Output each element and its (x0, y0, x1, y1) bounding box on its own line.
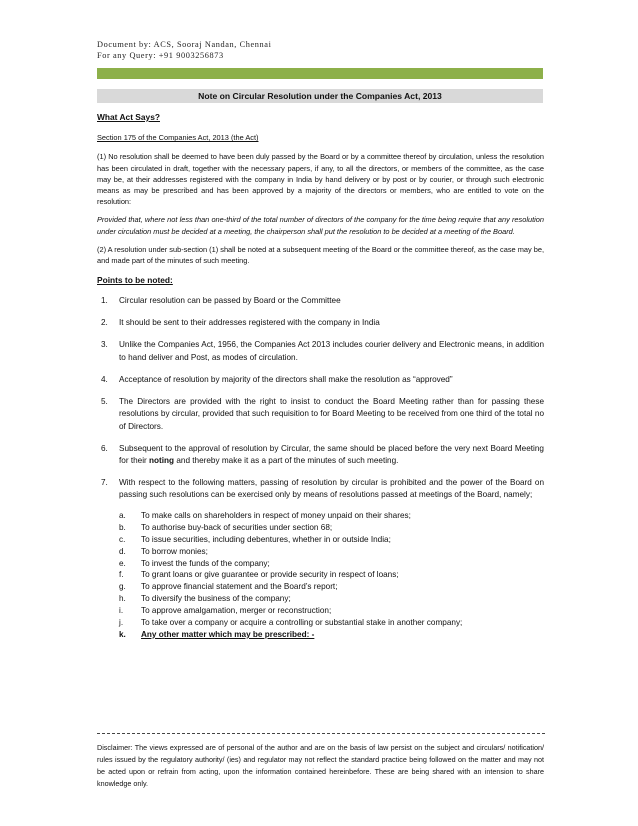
what-act-says-heading: What Act Says? (97, 112, 160, 122)
header-author: Document by: ACS, Sooraj Nandan, Chennai (97, 40, 272, 49)
list-number: 4. (101, 374, 108, 384)
sub-list-text: To authorise buy-back of securities under section 68; (141, 522, 333, 532)
list-item-text: Circular resolution can be passed by Board or the Committee (119, 296, 341, 306)
list-item (97, 396, 544, 433)
section-reference: Section 175 of the Companies Act, 2013 (the Act) (97, 133, 259, 143)
list-number: 6. (101, 443, 108, 453)
document-header (97, 39, 271, 61)
list-number: 7. (101, 478, 108, 488)
list-item (97, 374, 544, 386)
sub-list-text: To grant loans or give guarantee or provide security in respect of loans; (141, 570, 399, 580)
sub-list-text: To take over a company or acquire a controlling or substantial stake in another company; (141, 618, 463, 628)
points-heading: Points to be noted: (97, 275, 173, 286)
list-item (97, 295, 544, 307)
sub-list-letter: j. (119, 618, 124, 628)
sub-list-letter: g. (119, 582, 126, 592)
sub-list-letter: c. (119, 534, 126, 544)
sub-list-letter: k. (119, 629, 126, 639)
sub-list-letter: e. (119, 558, 126, 568)
sub-list-text: To make calls on shareholders in respect of money unpaid on their shares; (141, 510, 411, 520)
sub-list-text: To diversify the business of the company; (141, 594, 291, 604)
list-item-text: Acceptance of resolution by majority of the directors shall make the resolution as “approved” (119, 374, 453, 384)
document-title: Note on Circular Resolution under the Companies Act, 2013 (97, 89, 543, 103)
sub-list-item (119, 617, 544, 629)
sub-list-text: To approve amalgamation, merger or reconstruction; (141, 606, 332, 616)
sub-list-item (119, 569, 544, 581)
sub-list-letter: h. (119, 594, 126, 604)
act-paragraph-2: (2) A resolution under sub-section (1) shall be noted at a subsequent meeting of the Board or the committee thereof, as the case may be, and made part of the minutes of such meeting. (97, 244, 544, 266)
list-item (97, 317, 544, 329)
list-item-text-before: Subsequent to the approval of resolution by Circular, the same should be placed before the very next Board Meeting for their (119, 443, 544, 466)
sub-list-letter: d. (119, 546, 126, 556)
list-item (97, 443, 544, 468)
sub-list-item (119, 546, 544, 558)
list-item (97, 477, 544, 641)
act-paragraph-1: (1) No resolution shall be deemed to have been duly passed by the Board or by a committee thereof by circulation, unless the resolution has been circulated in draft, together with the necessary papers, if any, to all the directors, or members of the committee, as the case may be, at their addresses registered with the company in India by hand delivery or by post or by courier, or through such electronic means as may be prescribed and has been approved by a majority of the directors or members, who are entitled to vote on the resolution: (97, 152, 544, 207)
list-item-text-after: and thereby make it as a part of the minutes of such meeting. (174, 456, 399, 466)
list-item-text: The Directors are provided with the right to insist to conduct the Board Meeting rather than for passing these resolutions by circular, provided that such requisition to for Board Meeting to be received from one third of the total no of Directors. (119, 396, 544, 431)
sub-list-item (119, 581, 544, 593)
sub-list-item (119, 605, 544, 617)
sub-list-text: Any other matter which may be prescribed: - (141, 629, 315, 639)
points-list (97, 295, 544, 640)
list-item-text-bold: noting (149, 456, 175, 466)
sub-list-item (119, 510, 544, 522)
sub-list-text: To issue securities, including debentures, whether in or outside India; (141, 534, 391, 544)
footer-divider (97, 733, 545, 734)
sub-list-item (119, 522, 544, 534)
sub-list-text: To borrow monies; (141, 546, 208, 556)
prohibited-matters-list (119, 510, 544, 641)
sub-list-item (119, 593, 544, 605)
list-number: 5. (101, 396, 108, 406)
accent-bar (97, 68, 543, 79)
document-body (97, 110, 544, 650)
sub-list-letter: f. (119, 570, 124, 580)
sub-list-letter: b. (119, 522, 126, 532)
sub-list-item (119, 534, 544, 546)
list-item-text: It should be sent to their addresses registered with the company in India (119, 318, 380, 328)
sub-list-text: To invest the funds of the company; (141, 558, 270, 568)
list-item (97, 339, 544, 364)
sub-list-letter: i. (119, 606, 124, 616)
list-item-text: With respect to the following matters, passing of resolution by circular is prohibited and the power of the Board on passing such resolutions can be exercised only by means of resolutions passed at meetings of the Board, namely; (119, 478, 544, 500)
sub-list-item (119, 629, 544, 641)
list-number: 2. (101, 318, 108, 328)
list-item-text: Unlike the Companies Act, 1956, the Companies Act 2013 includes courier delivery and Electronic means, in addition to hand deliver and Post, as modes of circulation. (119, 340, 544, 362)
act-proviso: Provided that, where not less than one-third of the total number of directors of the company for the time being require that any resolution under circulation must be decided at a meeting, the chairperson shall put the resolution to be decided at a meeting of the Board. (97, 215, 544, 236)
sub-list-letter: a. (119, 510, 126, 520)
disclaimer-text: Disclaimer: The views expressed are of personal of the author and are on the basis of law persist on the subject and circulars/ notification/ rules issued by the regulatory authority/ (ies) and regulator may not reflect the standard practice being followed on the matter and may not be acted upon or refrain from acting, upon the information contained hereinbefore. These are being shared with an intension to share knowledge only. (97, 743, 544, 788)
sub-list-text: To approve financial statement and the Board’s report; (141, 582, 338, 592)
sub-list-item (119, 558, 544, 570)
list-number: 1. (101, 296, 108, 306)
list-number: 3. (101, 340, 108, 350)
header-contact: For any Query: +91 9003256873 (97, 51, 224, 60)
